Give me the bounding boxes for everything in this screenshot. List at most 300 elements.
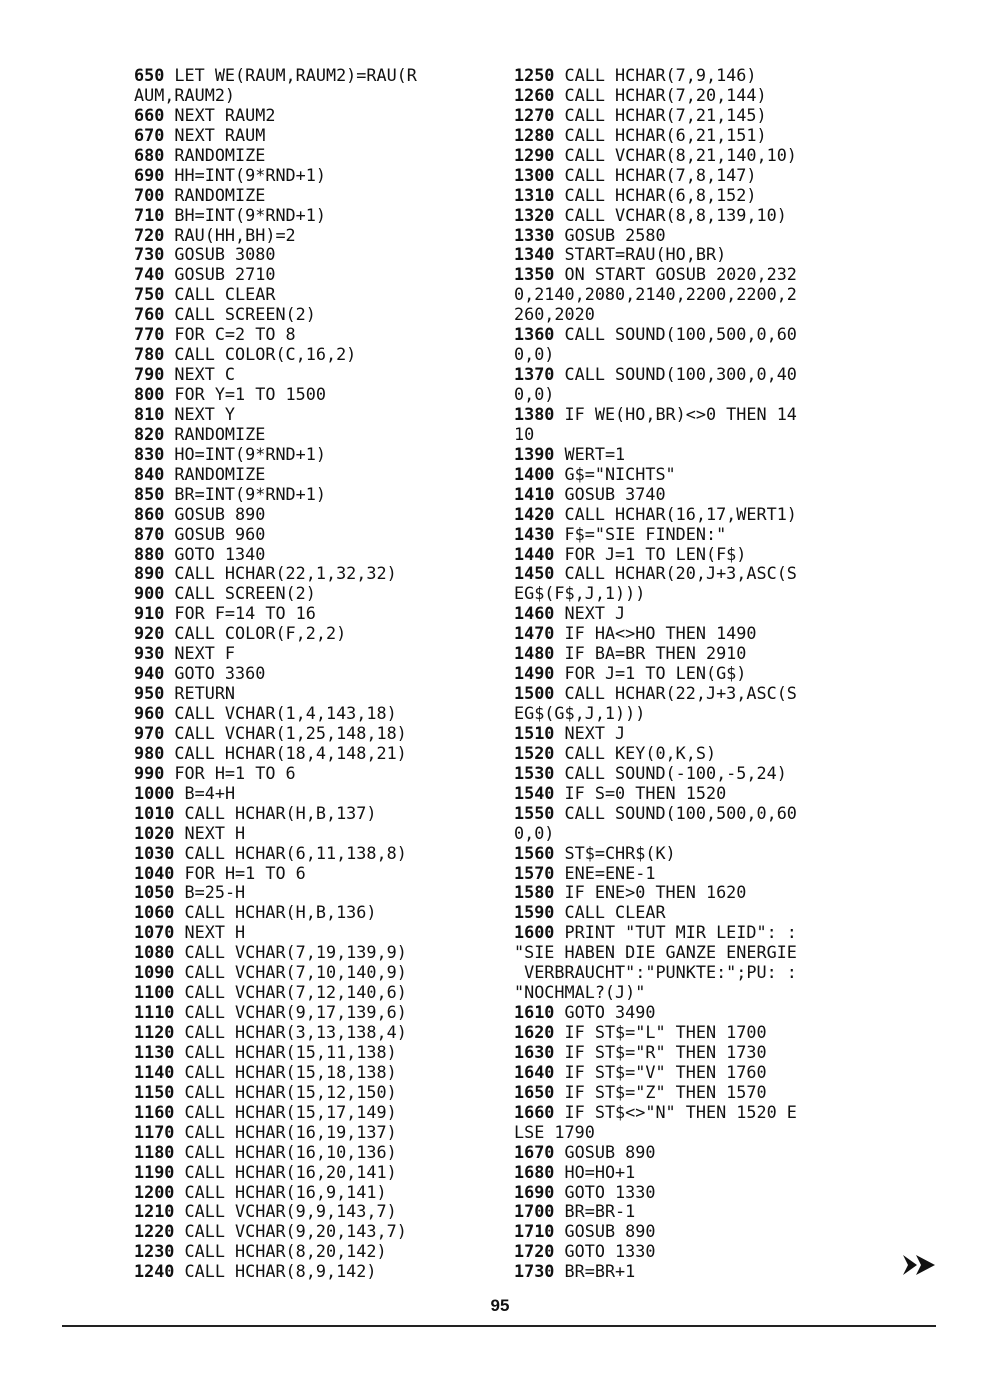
line-number: 1080 [134, 942, 175, 963]
code-line [134, 1123, 417, 1143]
code-line [134, 365, 417, 385]
code-text: CALL VCHAR(9,9,143,7) [174, 1201, 397, 1222]
code-text: NEXT RAUM [164, 124, 266, 145]
line-number: 1460 [514, 603, 555, 624]
code-text: F$="SIE FINDEN:" [554, 523, 727, 544]
code-line [134, 744, 417, 764]
code-text: CALL HCHAR(8,9,142) [174, 1261, 377, 1282]
code-line [134, 305, 417, 325]
code-line [514, 365, 797, 385]
code-text: GOTO 3490 [554, 1002, 656, 1023]
code-line [514, 624, 797, 644]
line-number: 1480 [514, 643, 555, 664]
line-number: 1220 [134, 1221, 175, 1242]
code-line [134, 146, 417, 166]
code-line [514, 1262, 797, 1282]
code-text: FOR H=1 TO 6 [174, 862, 306, 883]
line-number: 1230 [134, 1241, 175, 1262]
code-line [134, 126, 417, 146]
code-text: CALL VCHAR(7,12,140,6) [174, 982, 407, 1003]
code-line [134, 903, 417, 923]
line-number: 730 [134, 244, 165, 265]
line-number: 1450 [514, 563, 555, 584]
line-number: 890 [134, 563, 165, 584]
code-line [514, 923, 797, 943]
code-text: CALL HCHAR(6,21,151) [554, 124, 767, 145]
code-text: CALL COLOR(F,2,2) [164, 623, 347, 644]
code-line [514, 86, 797, 106]
line-number: 680 [134, 144, 165, 165]
code-text: VERBRAUCHT":"PUNKTE:";PU: : [514, 962, 797, 983]
code-line [134, 425, 417, 445]
code-text: FOR J=1 TO LEN(F$) [554, 543, 747, 564]
code-line [134, 206, 417, 226]
code-line [514, 983, 797, 1003]
line-number: 1510 [514, 722, 555, 743]
code-text: FOR C=2 TO 8 [164, 324, 296, 345]
line-number: 1050 [134, 882, 175, 903]
code-text: CALL SOUND(-100,-5,24) [554, 762, 787, 783]
line-number: 1120 [134, 1022, 175, 1042]
code-text: IF HA<>HO THEN 1490 [554, 623, 757, 644]
line-number: 1640 [514, 1061, 555, 1082]
code-text: CALL VCHAR(1,25,148,18) [164, 722, 407, 743]
line-number: 840 [134, 463, 165, 484]
code-text: NEXT Y [164, 403, 236, 424]
code-line [514, 285, 797, 305]
line-number: 1330 [514, 224, 555, 245]
line-number: 1500 [514, 683, 555, 704]
line-number: 1530 [514, 762, 555, 783]
code-line [134, 405, 417, 425]
code-line [514, 325, 797, 345]
line-number: 720 [134, 224, 165, 245]
code-line [514, 883, 797, 903]
code-text: GOSUB 2710 [164, 264, 276, 285]
code-text: CALL VCHAR(8,21,140,10) [554, 144, 797, 165]
line-number: 1240 [134, 1261, 175, 1282]
line-number: 910 [134, 603, 165, 624]
code-text: NEXT H [174, 822, 246, 843]
code-text: 0,0) [514, 384, 555, 404]
code-text: CALL VCHAR(9,17,139,6) [174, 1002, 407, 1023]
line-number: 1110 [134, 1002, 175, 1023]
code-text: CALL HCHAR(6,11,138,8) [174, 842, 407, 863]
code-line [514, 1043, 797, 1063]
line-number: 1060 [134, 902, 175, 923]
code-line [134, 684, 417, 704]
line-number: 1680 [514, 1161, 555, 1182]
line-number: 1380 [514, 403, 555, 424]
code-line [514, 844, 797, 864]
code-line [514, 584, 797, 604]
code-line [134, 824, 417, 844]
code-text: ST$=CHR$(K) [554, 842, 676, 863]
code-text: CALL SOUND(100,500,0,60 [554, 324, 797, 345]
line-number: 1730 [514, 1261, 555, 1282]
code-line [514, 1063, 797, 1083]
code-text: CALL HCHAR(7,20,144) [554, 84, 767, 105]
code-text: CALL HCHAR(7,21,145) [554, 104, 767, 125]
code-text: EG$(G$,J,1))) [514, 703, 646, 723]
code-text: CALL HCHAR(18,4,148,21) [164, 742, 407, 763]
line-number: 1470 [514, 623, 555, 644]
line-number: 1400 [514, 463, 555, 484]
code-line [514, 784, 797, 804]
code-line [134, 1003, 417, 1023]
line-number: 870 [134, 523, 165, 544]
line-number: 660 [134, 104, 165, 125]
code-text: CALL HCHAR(16,20,141) [174, 1161, 397, 1182]
line-number: 1320 [514, 204, 555, 225]
line-number: 750 [134, 284, 165, 305]
code-line [134, 564, 417, 584]
line-number: 1270 [514, 104, 555, 125]
code-line [134, 1143, 417, 1163]
code-text: CALL VCHAR(9,20,143,7) [174, 1221, 407, 1242]
code-line [514, 564, 797, 584]
code-text: CALL HCHAR(15,18,138) [174, 1061, 397, 1082]
code-line [514, 206, 797, 226]
code-line [514, 465, 797, 485]
listing-column-left [134, 66, 417, 1282]
line-number: 1550 [514, 802, 555, 823]
code-line [134, 1083, 417, 1103]
code-text: BR=BR+1 [554, 1261, 636, 1282]
line-number: 700 [134, 184, 165, 205]
line-number: 1290 [514, 144, 555, 165]
code-line [134, 265, 417, 285]
line-number: 1540 [514, 782, 555, 803]
code-line [514, 943, 797, 963]
code-line [134, 864, 417, 884]
line-number: 1660 [514, 1101, 555, 1122]
code-line [134, 1023, 417, 1043]
code-text: GOSUB 890 [164, 503, 266, 524]
code-text: IF WE(HO,BR)<>0 THEN 14 [554, 403, 797, 424]
line-number: 810 [134, 403, 165, 424]
code-line [514, 106, 797, 126]
line-number: 930 [134, 643, 165, 664]
code-text: GOSUB 890 [554, 1141, 656, 1162]
line-number: 1420 [514, 503, 555, 524]
line-number: 1720 [514, 1241, 555, 1262]
code-text: CALL HCHAR(15,17,149) [174, 1101, 397, 1122]
line-number: 1370 [514, 364, 555, 385]
code-line [134, 1262, 417, 1282]
code-line [134, 844, 417, 864]
line-number: 1160 [134, 1101, 175, 1122]
code-line [134, 943, 417, 963]
code-text: CALL HCHAR(6,8,152) [554, 184, 757, 205]
code-line [134, 883, 417, 903]
code-text: ENE=ENE-1 [554, 862, 656, 883]
line-number: 1670 [514, 1141, 555, 1162]
code-text: RANDOMIZE [164, 144, 266, 165]
code-line [134, 983, 417, 1003]
code-text: CALL HCHAR(15,12,150) [174, 1081, 397, 1102]
code-text: CALL SOUND(100,500,0,60 [554, 802, 797, 823]
code-text: CALL HCHAR(H,B,136) [174, 902, 377, 923]
code-text: GOTO 1330 [554, 1241, 656, 1262]
line-number: 1280 [514, 124, 555, 145]
code-text: CALL HCHAR(16,19,137) [174, 1121, 397, 1142]
code-text: 0,2140,2080,2140,2200,2200,2 [514, 284, 797, 305]
code-text: CALL VCHAR(7,19,139,9) [174, 942, 407, 963]
code-text: BR=BR-1 [554, 1201, 636, 1222]
line-number: 1020 [134, 822, 175, 843]
code-text: GOSUB 3740 [554, 483, 666, 504]
line-number: 1100 [134, 982, 175, 1003]
line-number: 1620 [514, 1022, 555, 1042]
code-line [134, 1103, 417, 1123]
line-number: 670 [134, 124, 165, 145]
code-line [514, 166, 797, 186]
line-number: 1210 [134, 1201, 175, 1222]
code-text: NEXT J [554, 603, 626, 624]
line-number: 1040 [134, 862, 175, 883]
code-line [134, 644, 417, 664]
code-line [514, 1123, 797, 1143]
code-line [514, 345, 797, 365]
line-number: 1570 [514, 862, 555, 883]
line-number: 1140 [134, 1061, 175, 1082]
code-line [514, 1222, 797, 1242]
code-text: IF S=0 THEN 1520 [554, 782, 727, 803]
code-text: IF ST$="R" THEN 1730 [554, 1041, 767, 1062]
line-number: 1300 [514, 164, 555, 185]
code-line [514, 1083, 797, 1103]
line-number: 1650 [514, 1081, 555, 1102]
code-line [134, 445, 417, 465]
code-line [514, 824, 797, 844]
code-line [134, 664, 417, 684]
code-line [514, 385, 797, 405]
code-text: FOR H=1 TO 6 [164, 762, 296, 783]
line-number: 1030 [134, 842, 175, 863]
code-line [514, 704, 797, 724]
code-text: CALL CLEAR [554, 902, 666, 923]
line-number: 980 [134, 742, 165, 763]
code-line [134, 525, 417, 545]
line-number: 1710 [514, 1221, 555, 1242]
code-text: IF ENE>0 THEN 1620 [554, 882, 747, 903]
code-text: RETURN [164, 683, 236, 704]
code-line [134, 465, 417, 485]
code-line [134, 1183, 417, 1203]
code-line [134, 1242, 417, 1262]
line-number: 850 [134, 483, 165, 504]
line-number: 740 [134, 264, 165, 285]
code-line [134, 485, 417, 505]
code-line [134, 345, 417, 365]
code-line [514, 66, 797, 86]
code-line [134, 1063, 417, 1083]
code-text: FOR J=1 TO LEN(G$) [554, 663, 747, 684]
code-text: GOSUB 890 [554, 1221, 656, 1242]
code-text: NEXT RAUM2 [164, 104, 276, 125]
line-number: 920 [134, 623, 165, 644]
line-number: 900 [134, 583, 165, 604]
code-line [514, 963, 797, 983]
page-number: 95 [490, 1296, 510, 1315]
line-number: 1090 [134, 962, 175, 983]
code-text: CALL HCHAR(7,9,146) [554, 65, 757, 85]
code-line [134, 545, 417, 565]
line-number: 1600 [514, 922, 555, 943]
code-line [514, 744, 797, 764]
code-text: CALL HCHAR(3,13,138,4) [174, 1022, 407, 1042]
line-number: 820 [134, 423, 165, 444]
code-line [514, 545, 797, 565]
code-line [514, 226, 797, 246]
code-text: CALL HCHAR(16,17,WERT1) [554, 503, 797, 524]
code-text: RANDOMIZE [164, 184, 266, 205]
line-number: 1390 [514, 443, 555, 464]
line-number: 1130 [134, 1041, 175, 1062]
code-line [134, 505, 417, 525]
code-line [514, 1242, 797, 1262]
line-number: 940 [134, 663, 165, 684]
code-text: NEXT F [164, 643, 236, 664]
line-number: 650 [134, 65, 165, 85]
code-text: CALL SCREEN(2) [164, 304, 316, 325]
line-number: 790 [134, 364, 165, 385]
double-chevron-right-icon [902, 1254, 936, 1276]
code-text: 0,0) [514, 822, 555, 843]
code-text: NEXT J [554, 722, 626, 743]
line-number: 1560 [514, 842, 555, 863]
code-line [514, 644, 797, 664]
code-line [134, 624, 417, 644]
line-number: 1010 [134, 802, 175, 823]
line-number: 950 [134, 683, 165, 704]
code-text: CALL HCHAR(16,10,136) [174, 1141, 397, 1162]
code-text: B=4+H [174, 782, 236, 803]
code-text: 10 [514, 423, 535, 444]
line-number: 710 [134, 204, 165, 225]
code-text: HH=INT(9*RND+1) [164, 164, 326, 185]
code-line [134, 385, 417, 405]
line-number: 1610 [514, 1002, 555, 1023]
line-number: 1360 [514, 324, 555, 345]
code-line [514, 1183, 797, 1203]
code-text: 0,0) [514, 344, 555, 365]
line-number: 880 [134, 543, 165, 564]
code-line [514, 1202, 797, 1222]
code-line [514, 764, 797, 784]
code-text: EG$(F$,J,1))) [514, 583, 646, 604]
code-text: CALL CLEAR [164, 284, 276, 305]
line-number: 970 [134, 722, 165, 743]
listing-column-right [514, 66, 797, 1282]
line-number: 1520 [514, 742, 555, 763]
code-line [514, 724, 797, 744]
code-line [134, 86, 417, 106]
code-line [134, 704, 417, 724]
code-line [514, 186, 797, 206]
code-text: GOSUB 2580 [554, 224, 666, 245]
line-number: 1340 [514, 244, 555, 265]
code-line [514, 305, 797, 325]
code-line [514, 146, 797, 166]
code-text: CALL SOUND(100,300,0,40 [554, 364, 797, 385]
code-line [134, 66, 417, 86]
code-text: RAU(HH,BH)=2 [164, 224, 296, 245]
code-text: IF BA=BR THEN 2910 [554, 643, 747, 664]
line-number: 1440 [514, 543, 555, 564]
code-text: CALL HCHAR(8,20,142) [174, 1241, 387, 1262]
code-line [514, 1003, 797, 1023]
code-text: AUM,RAUM2) [134, 84, 236, 105]
code-text: BR=INT(9*RND+1) [164, 483, 326, 504]
footer-divider [62, 1325, 936, 1327]
line-number: 860 [134, 503, 165, 524]
code-line [134, 764, 417, 784]
code-text: CALL HCHAR(20,J+3,ASC(S [554, 563, 797, 584]
code-text: "NOCHMAL?(J)" [514, 982, 646, 1003]
code-line [514, 664, 797, 684]
code-line [514, 265, 797, 285]
code-line [134, 186, 417, 206]
code-text: PRINT "TUT MIR LEID": : [554, 922, 797, 943]
line-number: 1000 [134, 782, 175, 803]
code-line [514, 684, 797, 704]
line-number: 1150 [134, 1081, 175, 1102]
code-text: G$="NICHTS" [554, 463, 676, 484]
code-text: CALL HCHAR(H,B,137) [174, 802, 377, 823]
code-text: CALL HCHAR(16,9,141) [174, 1181, 387, 1202]
code-text: "SIE HABEN DIE GANZE ENERGIE [514, 942, 797, 963]
code-line [134, 724, 417, 744]
line-number: 1690 [514, 1181, 555, 1202]
code-text: GOTO 1340 [164, 543, 266, 564]
code-text: CALL VCHAR(1,4,143,18) [164, 703, 397, 723]
code-text: CALL HCHAR(22,1,32,32) [164, 563, 397, 584]
code-line [514, 126, 797, 146]
code-line [514, 445, 797, 465]
line-number: 1180 [134, 1141, 175, 1162]
line-number: 800 [134, 384, 165, 404]
code-text: LET WE(RAUM,RAUM2)=RAU(R [164, 65, 417, 85]
line-number: 690 [134, 164, 165, 185]
line-number: 1580 [514, 882, 555, 903]
line-number: 760 [134, 304, 165, 325]
code-line [514, 1023, 797, 1043]
code-text: NEXT C [164, 364, 236, 385]
code-line [514, 505, 797, 525]
code-text: IF ST$<>"N" THEN 1520 E [554, 1101, 797, 1122]
code-line [134, 245, 417, 265]
code-text: CALL SCREEN(2) [164, 583, 316, 604]
code-line [134, 784, 417, 804]
line-number: 1250 [514, 65, 555, 85]
line-number: 1310 [514, 184, 555, 205]
code-text: GOTO 3360 [164, 663, 266, 684]
code-line [514, 525, 797, 545]
code-text: START=RAU(HO,BR) [554, 244, 727, 265]
code-line [514, 604, 797, 624]
code-line [134, 285, 417, 305]
code-text: IF ST$="L" THEN 1700 [554, 1022, 767, 1042]
code-text: IF ST$="Z" THEN 1570 [554, 1081, 767, 1102]
code-text: CALL COLOR(C,16,2) [164, 344, 357, 365]
code-line [514, 485, 797, 505]
code-text: IF ST$="V" THEN 1760 [554, 1061, 767, 1082]
code-line [134, 963, 417, 983]
line-number: 1700 [514, 1201, 555, 1222]
line-number: 1260 [514, 84, 555, 105]
